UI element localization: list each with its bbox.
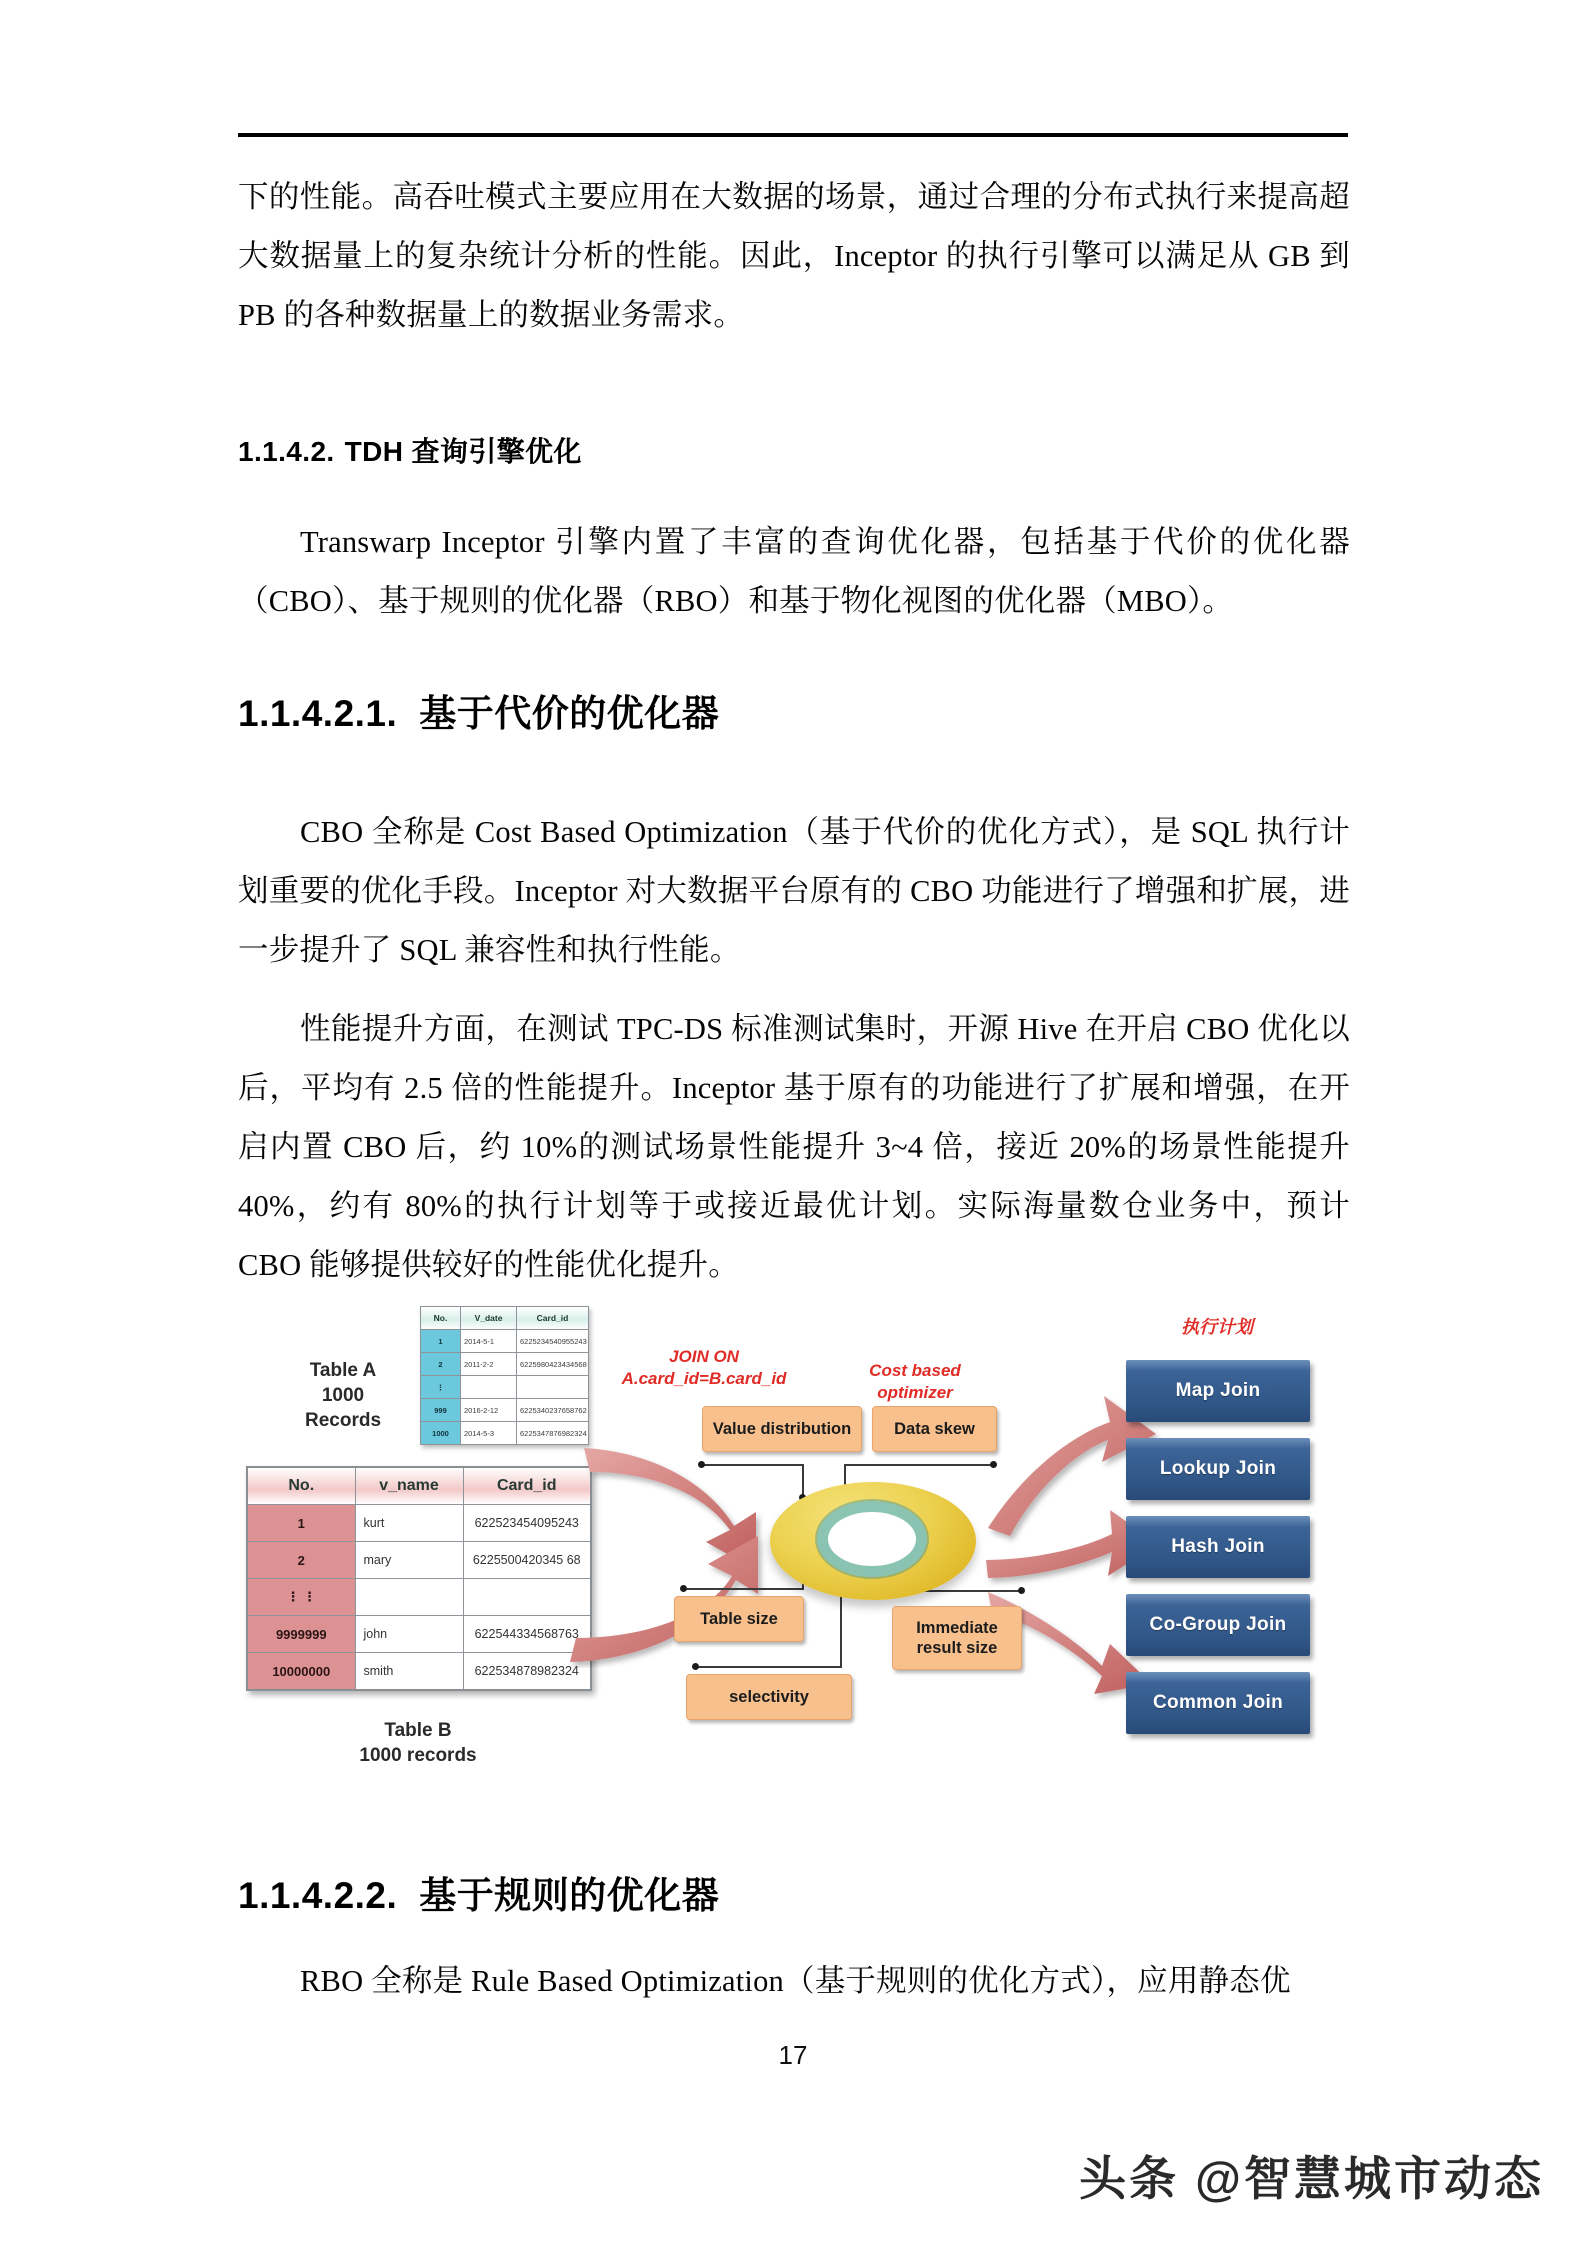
table-b-r4-c1: smith xyxy=(355,1653,463,1691)
table-a-caption xyxy=(268,1358,418,1433)
heading-1-1-4-2-1-title: 基于代价的优化器 xyxy=(419,693,720,734)
table-a-r1-c0: 2 xyxy=(421,1353,461,1376)
plan-box-hash-join: Hash Join xyxy=(1126,1516,1310,1578)
factor-table-size: Table size xyxy=(674,1596,804,1642)
table-a-r3-c2: 6225340237658762 xyxy=(517,1399,589,1422)
factor-selectivity: selectivity xyxy=(686,1674,852,1720)
heading-1-1-4-2-2 xyxy=(238,1865,719,1919)
table-b-caption-line-1: Table B xyxy=(384,1720,452,1741)
factor-data-skew: Data skew xyxy=(872,1406,997,1452)
table-a-r1-c1: 2011-2-2 xyxy=(461,1353,517,1376)
table-row xyxy=(421,1330,589,1353)
heading-1-1-4-2-title: TDH 查询引擎优化 xyxy=(344,436,582,467)
table-b-header-row xyxy=(247,1467,591,1505)
heading-1-1-4-2-1 xyxy=(238,683,719,737)
table-a-r3-c1: 2016-2-12 xyxy=(461,1399,517,1422)
table-b-r0-c0: 1 xyxy=(247,1505,355,1542)
execution-plan-label: 执行计划 xyxy=(1181,1317,1253,1337)
table-b-r0-c2: 622523454095243 xyxy=(463,1505,591,1542)
plan-box-co-group-join: Co-Group Join xyxy=(1126,1594,1310,1656)
table-row xyxy=(247,1542,591,1579)
paragraph-cbo: CBO 全称是 Cost Based Optimization（基于代价的优化方式），是 SQL 执行计划重要的优化手段。Inceptor 对大数据平台原有的 CBO 功能进行了增强和扩展，进一步提升了 SQL 兼容性和执行性能。 xyxy=(238,815,1350,967)
table-a-caption-line-1: Table A xyxy=(309,1360,377,1381)
table-row xyxy=(247,1653,591,1691)
table-b-r1-c0: 2 xyxy=(247,1542,355,1579)
join-on-line-1: JOIN ON xyxy=(669,1347,739,1366)
heading-1-1-4-2-2-number: 1.1.4.2.2. xyxy=(238,1875,398,1916)
table-a-caption-line-2: 1000 xyxy=(321,1385,365,1406)
table-a-r0-c2: 6225234540955243 xyxy=(517,1330,589,1353)
table-row xyxy=(247,1505,591,1542)
heading-1-1-4-2-1-number: 1.1.4.2.1. xyxy=(238,693,398,734)
factor-value-distribution: Value distribution xyxy=(702,1406,862,1452)
join-on-label xyxy=(598,1346,810,1390)
table-a-r2-c1 xyxy=(461,1376,517,1399)
heading-1-1-4-2-number: 1.1.4.2. xyxy=(238,436,335,467)
table-a-r4-c1: 2014-5-3 xyxy=(461,1422,517,1445)
watermark-logo: 头条 @智慧城市动态 xyxy=(1079,2152,1544,2205)
table-b-r4-c0: 10000000 xyxy=(247,1653,355,1691)
cbo-label-line-1: Cost based xyxy=(869,1361,961,1380)
connector-dot-immediate xyxy=(1018,1587,1025,1594)
table-b xyxy=(246,1466,592,1691)
table-a-r1-c2: 6225980423434568 xyxy=(517,1353,589,1376)
table-a-r2-c0: ⋮ xyxy=(421,1376,461,1399)
heading-1-1-4-2 xyxy=(238,430,582,470)
table-row xyxy=(421,1353,589,1376)
table-b-caption xyxy=(280,1718,556,1768)
table-b-r3-c1: john xyxy=(355,1616,463,1653)
table-b-r2-c1 xyxy=(355,1579,463,1616)
plan-box-common-join: Common Join xyxy=(1126,1672,1310,1734)
connector-selectivity-h xyxy=(696,1666,842,1668)
connector-data-skew-h xyxy=(844,1464,994,1466)
disc-center xyxy=(828,1512,916,1566)
table-a-col-2: Card_id xyxy=(517,1307,589,1330)
cbo-label-line-2: optimizer xyxy=(877,1383,953,1402)
cost-based-optimizer-label xyxy=(830,1360,1000,1404)
table-a-r3-c0: 999 xyxy=(421,1399,461,1422)
cbo-diagram-figure xyxy=(240,1288,1352,1808)
table-a-header-row xyxy=(421,1307,589,1330)
table-row xyxy=(421,1376,589,1399)
paragraph-performance: 性能提升方面，在测试 TPC-DS 标准测试集时，开源 Hive 在开启 CBO 优化以后，平均有 2.5 倍的性能提升。Inceptor 基于原有的功能进行了扩展和增强，在开启内置 CBO 后，约 10%的测试场景性能提升 3~4 倍，接近 20%的场景性能提升 40%，约有 80%的执行计划等于或接近最优计划。实际海量数仓业务中，预计 CBO 能够提供较好的性能优化提升。 xyxy=(238,1012,1350,1282)
plan-box-map-join: Map Join xyxy=(1126,1360,1310,1422)
table-b-r3-c2: 622544334568763 xyxy=(463,1616,591,1653)
table-a-col-0: No. xyxy=(421,1307,461,1330)
table-a-r4-c0: 1000 xyxy=(421,1422,461,1445)
table-row xyxy=(421,1399,589,1422)
table-b-r2-c0: ⋮ ⋮ xyxy=(247,1579,355,1616)
table-a-r4-c2: 6225347876982324 xyxy=(517,1422,589,1445)
table-b-col-1: v_name xyxy=(355,1467,463,1505)
table-a-r2-c2 xyxy=(517,1376,589,1399)
table-b-r0-c1: kurt xyxy=(355,1505,463,1542)
connector-dot-data-skew xyxy=(990,1461,997,1468)
heading-1-1-4-2-2-title: 基于规则的优化器 xyxy=(419,1875,720,1916)
table-b-col-0: No. xyxy=(247,1467,355,1505)
connector-dot-selectivity xyxy=(692,1663,699,1670)
connector-dot-table-size xyxy=(680,1585,687,1592)
cost-based-optimizer-disc xyxy=(770,1470,980,1615)
table-b-col-2: Card_id xyxy=(463,1467,591,1505)
connector-dot-value-distribution xyxy=(698,1461,705,1468)
header-rule xyxy=(238,133,1348,137)
table-b-r1-c2: 6225500420345 68 xyxy=(463,1542,591,1579)
factor-immediate-line-1: Immediate xyxy=(916,1619,998,1637)
paragraph-rbo: RBO 全称是 Rule Based Optimization（基于规则的优化方式），应用静态优 xyxy=(300,1964,1291,1998)
table-a-r0-c1: 2014-5-1 xyxy=(461,1330,517,1353)
table-b-caption-line-2: 1000 records xyxy=(359,1745,477,1766)
table-row xyxy=(247,1579,591,1616)
page-number: 17 xyxy=(778,2040,808,2070)
table-b-r1-c1: mary xyxy=(355,1542,463,1579)
table-b-r3-c0: 9999999 xyxy=(247,1616,355,1653)
table-a-col-1: V_date xyxy=(461,1307,517,1330)
connector-value-distribution-h xyxy=(702,1464,804,1466)
factor-immediate-line-2: result size xyxy=(916,1639,998,1657)
table-row xyxy=(247,1616,591,1653)
factor-immediate-result-size xyxy=(892,1606,1022,1670)
plan-box-lookup-join: Lookup Join xyxy=(1126,1438,1310,1500)
table-a xyxy=(420,1306,589,1445)
join-on-line-2: A.card_id=B.card_id xyxy=(621,1369,787,1388)
table-b-r4-c2: 622534878982324 xyxy=(463,1653,591,1691)
table-a-caption-line-3: Records xyxy=(304,1410,382,1431)
table-a-r0-c0: 1 xyxy=(421,1330,461,1353)
paragraph-transwarp: Transwarp Inceptor 引擎内置了丰富的查询优化器，包括基于代价的优化器（CBO）、基于规则的优化器（RBO）和基于物化视图的优化器（MBO）。 xyxy=(238,525,1350,618)
paragraph-intro: 下的性能。高吞吐模式主要应用在大数据的场景，通过合理的分布式执行来提高超大数据量上的复杂统计分析的性能。因此，Inceptor 的执行引擎可以满足从 GB 到 PB 的各种数据量上的数据业务需求。 xyxy=(238,180,1350,332)
